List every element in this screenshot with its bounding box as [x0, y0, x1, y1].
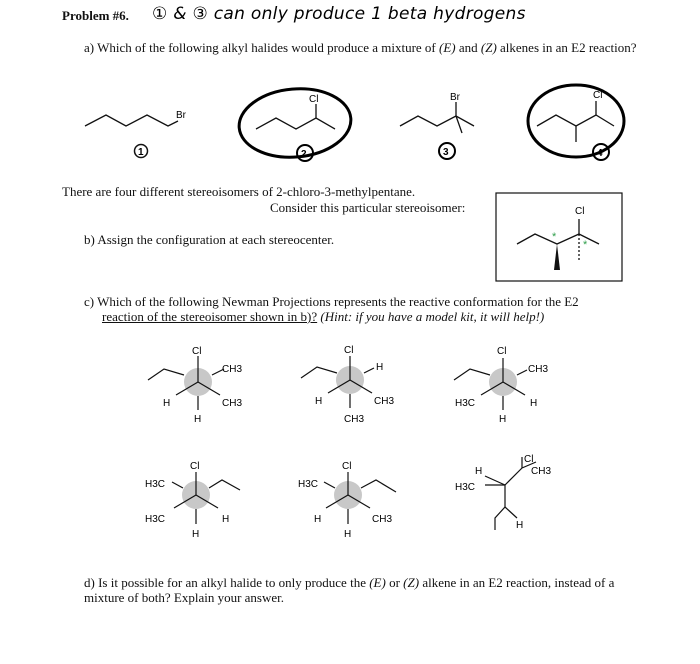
molecule-4 [537, 101, 614, 142]
n3-lower-left: H3C [455, 398, 476, 409]
green-star-2: * [583, 239, 588, 251]
question-c-line1: c) Which of the following Newman Projections represents the reactive conformation for the E2 [84, 294, 579, 309]
question-d-or: or [389, 575, 400, 590]
question-b: b) Assign the configuration at each stereocenter. [84, 232, 335, 247]
n1-lower-left: H [163, 398, 171, 409]
z-label: (Z) [480, 40, 497, 55]
molecule-2-halogen: Cl [309, 94, 319, 105]
n3-lower-right: H [530, 398, 538, 409]
n2-lower-left: H [315, 396, 323, 407]
question-d-z-label: (Z) [403, 575, 420, 590]
problem-label: Problem #6. [62, 8, 129, 23]
question-a [84, 40, 644, 55]
stereo-halogen: Cl [575, 206, 585, 217]
n6-bottom-right: H [516, 520, 524, 531]
n4-lower-right: H [222, 514, 230, 525]
n3-top: Cl [497, 346, 507, 357]
stereoisomer-box [495, 192, 625, 284]
molecule-3 [400, 102, 474, 133]
n4-upper-left: H3C [145, 479, 166, 490]
question-d [84, 575, 644, 605]
molecule-1 [85, 115, 178, 126]
green-star-1: * [552, 231, 557, 243]
n2-bottom: CH3 [344, 414, 365, 425]
n5-lower-left: H [314, 514, 322, 525]
n2-lower-right: CH3 [374, 396, 395, 407]
n2-upper-right: H [376, 362, 384, 373]
question-a-text-end: alkenes in an E2 reaction? [500, 40, 637, 55]
molecule-1-halogen: Br [176, 110, 186, 121]
newman-1 [148, 346, 242, 425]
molecule-1-number: 1 [138, 147, 144, 158]
question-d-start: d) Is it possible for an alkyl halide to only produce the [84, 575, 366, 590]
n5-top: Cl [342, 461, 352, 472]
n4-top: Cl [190, 461, 200, 472]
question-d-e-label: (E) [369, 575, 386, 590]
question-d-end: alkene in an E2 reaction, instead of a mixture of both? Explain your answer. [84, 575, 615, 605]
question-c-line2-start: reaction of the stereoisomer shown in b)? [102, 309, 318, 324]
n6-cl: Cl [524, 454, 534, 465]
consider-text: Consider this particular stereoisomer: [270, 200, 466, 215]
circled-molecule-4 [528, 85, 624, 157]
molecule-3-number: 3 [443, 147, 449, 158]
newman-6 [455, 454, 551, 531]
n5-upper-left: H3C [298, 479, 319, 490]
n5-lower-right: CH3 [372, 514, 393, 525]
newman-3 [454, 346, 548, 425]
question-c-hint: (Hint: if you have a model kit, it will help!) [320, 309, 545, 324]
n2-top: Cl [344, 345, 354, 356]
n6-left: H3C [455, 482, 476, 493]
molecule-2-number: 2 [301, 149, 307, 160]
n1-upper-right: CH3 [222, 364, 243, 375]
n1-lower-right: CH3 [222, 398, 243, 409]
newman-2 [301, 345, 394, 425]
n6-ch3: CH3 [531, 466, 552, 477]
and-word: and [458, 40, 478, 55]
alkyl-halide-structures [0, 80, 700, 180]
n4-lower-left: H3C [145, 514, 166, 525]
newman-projections [0, 340, 700, 560]
n1-bottom: H [194, 414, 202, 425]
n3-upper-right: CH3 [528, 364, 549, 375]
handwritten-note: ① & ③ can only produce 1 beta hydrogens [152, 4, 526, 24]
n3-bottom: H [499, 414, 507, 425]
newman-5 [298, 461, 396, 540]
question-c-line2 [84, 309, 654, 324]
question-c [84, 294, 654, 324]
molecule-4-number: 4 [597, 148, 603, 159]
newman-4 [145, 461, 240, 540]
e-label: (E) [439, 40, 456, 55]
n4-bottom: H [192, 529, 200, 540]
circled-molecule-2 [236, 84, 354, 162]
molecule-4-halogen: Cl [593, 90, 603, 101]
n5-bottom: H [344, 529, 352, 540]
n6-left-top: H [475, 466, 483, 477]
question-a-text: a) Which of the following alkyl halides would produce a mixture of [84, 40, 436, 55]
molecule-2 [256, 104, 335, 129]
molecule-3-halogen: Br [450, 92, 460, 103]
stereoisomer-intro: There are four different stereoisomers of 2-chloro-3-methylpentane. [62, 184, 416, 199]
n1-top: Cl [192, 346, 202, 357]
